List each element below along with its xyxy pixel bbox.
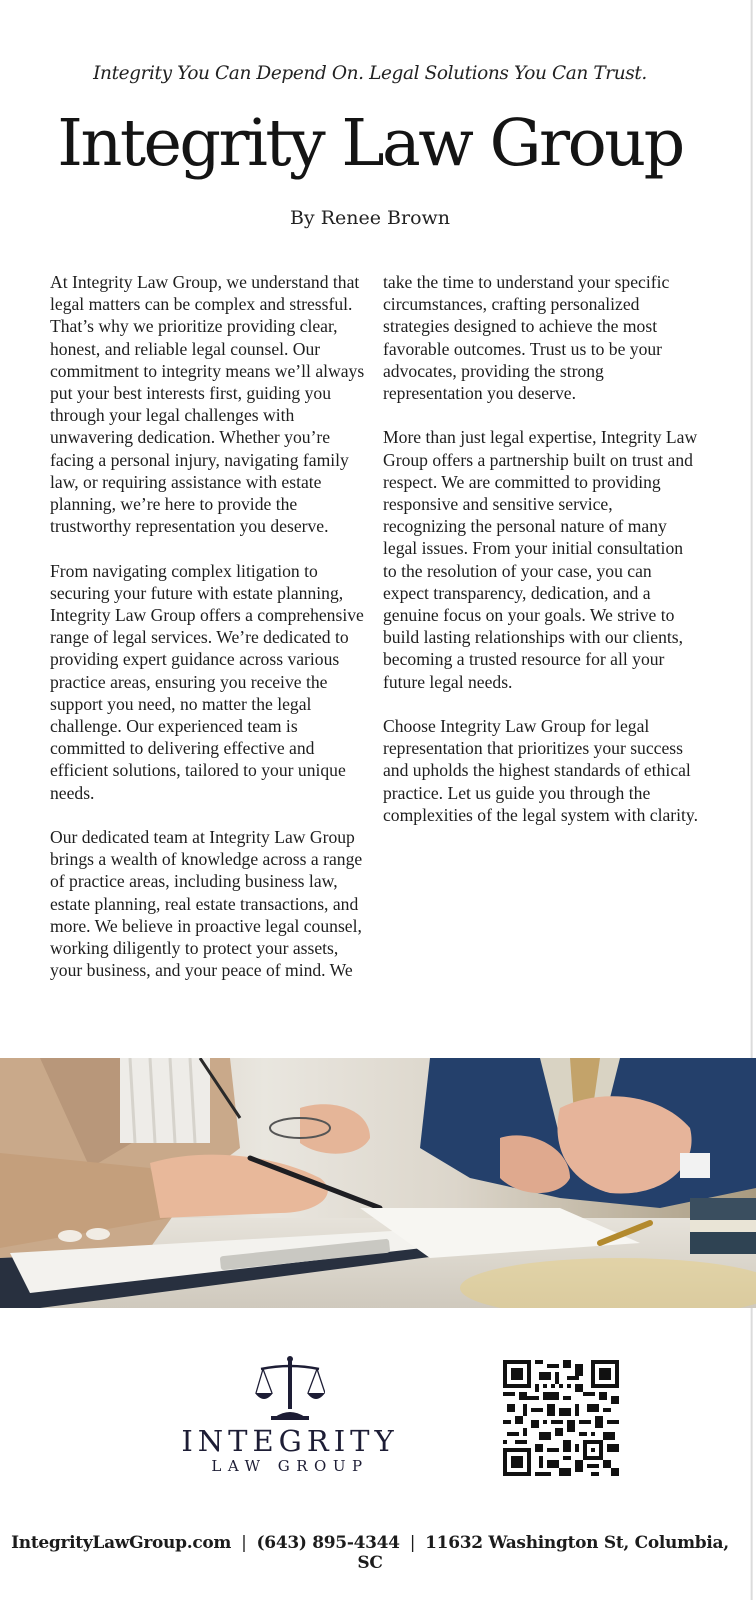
page-title: Integrity Law Group [57, 106, 683, 181]
scales-of-justice-icon [255, 1355, 325, 1421]
paragraph: From navigating complex litigation to securing your future with estate planning, Integrity Law Group offers a comprehensive range of legal services. We’re dedicated to providing expert guidance across various practice areas, ensuring you receive the support you need, no matter the legal challenge. Our experienced team is committed to delivering effective and efficient solutions, tailored to your unique needs. [50, 560, 364, 803]
byline: By Renee Brown [289, 207, 451, 229]
logo-wordmark: INTEGRITY [181, 1424, 399, 1458]
paragraph: Our dedicated team at Integrity Law Group brings a wealth of knowledge across a range of practice areas, including business law, estate planning, real estate transactions, and more. We believe in proactive legal counsel, working diligently to protect your assets, your business, and your peace of mind. We take the time to understand your specific circumstances, crafting personalized strategies designed to achieve the most favorable outcomes. Trust us to be your advocates, providing the strong representation you deserve. [50, 272, 670, 981]
qr-code-icon[interactable] [503, 1360, 619, 1476]
separator: | [241, 1533, 247, 1553]
logo-subtitle: LAW GROUP [211, 1457, 369, 1475]
contact-footer [0, 1533, 740, 1573]
tagline: Integrity You Can Depend On. Legal Solutions You Can Trust. [93, 63, 647, 84]
integrity-logo [160, 1355, 420, 1485]
article-body [50, 271, 700, 991]
legal-consultation-photo [0, 1058, 756, 1308]
page-edge [741, 0, 756, 1600]
paragraph: More than just legal expertise, Integrity Law Group offers a partnership built on trust and respect. We are committed to providing responsive and sensitive service, recognizing the personal nature of many legal issues. From your initial consultation to the resolution of your case, you can expect transparency, dedication, and a genuine focus on your goals. We strive to build lasting relationships with our clients, becoming a trusted resource for all your future legal needs. [383, 427, 698, 692]
paragraph: At Integrity Law Group, we understand that legal matters can be complex and stressful. That’s why we prioritize providing clear, honest, and reliable legal counsel. Our commitment to integrity means we’ll always put your best interests first, guiding you through your legal challenges with unwavering dedication. Whether you’re facing a personal injury, navigating family law, or requiring assistance with estate planning, we’re here to provide the trustworthy representation you deserve. [50, 272, 365, 537]
website-link[interactable]: IntegrityLawGroup.com [11, 1533, 232, 1553]
address: 11632 Washington St, Columbia, SC [357, 1533, 729, 1573]
phone-number[interactable]: (643) 895-4344 [256, 1533, 400, 1553]
paragraph: Choose Integrity Law Group for legal representation that prioritizes your success and upholds the highest standards of ethical practice. Let us guide you through the complexities of the legal system with clarity. [383, 716, 698, 825]
separator: | [409, 1533, 416, 1553]
